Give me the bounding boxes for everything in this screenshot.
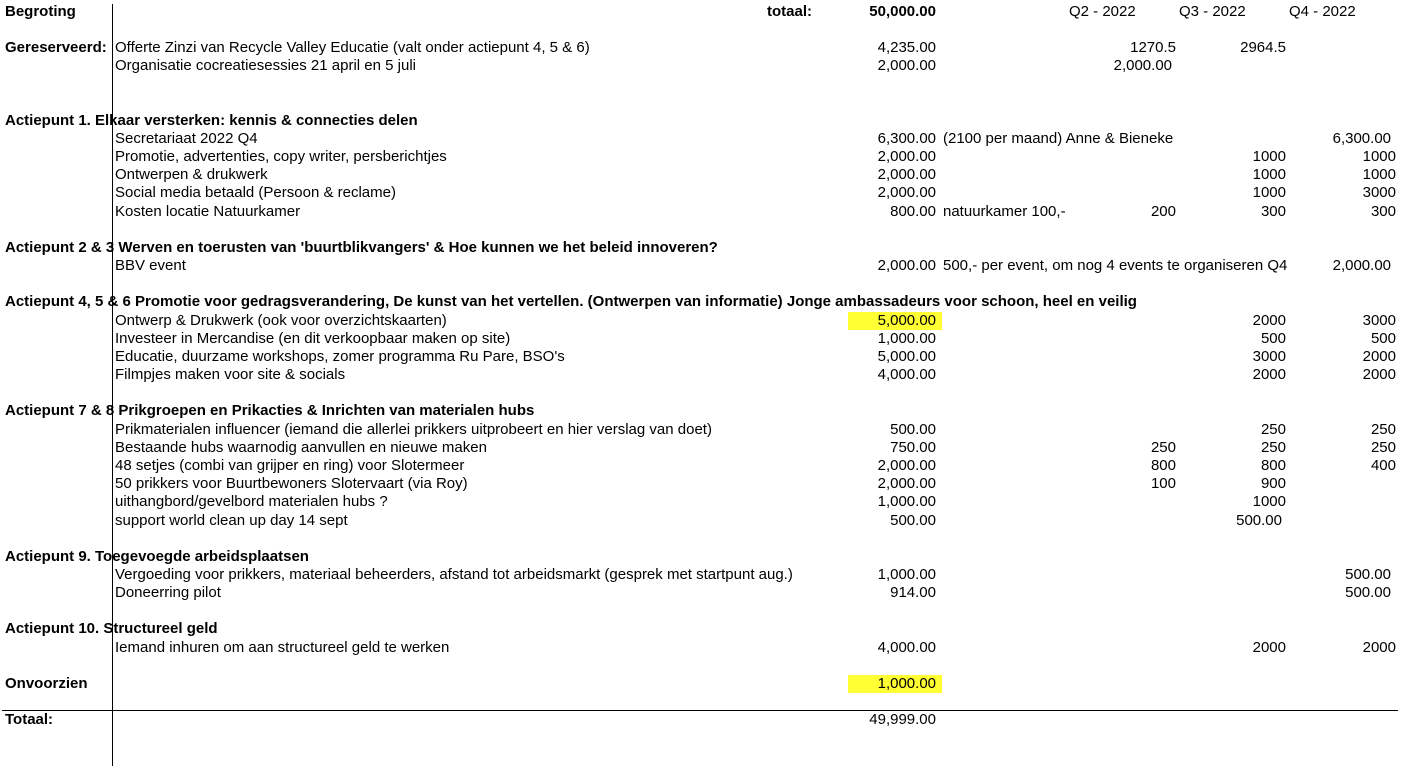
row-q3: 1000	[1252, 493, 1286, 510]
row-amount: 2,000.00	[877, 57, 936, 74]
row-q4: 6,300.00	[1332, 130, 1391, 147]
row-q3: 1000	[1252, 166, 1286, 183]
row-q3: 300	[1260, 203, 1286, 220]
header-q4: Q4 - 2022	[1289, 3, 1356, 20]
row-q4: 2,000.00	[1332, 257, 1391, 274]
row-desc: Doneerring pilot	[115, 584, 221, 601]
section-gereserveerd-label: Gereserveerd:	[5, 39, 107, 56]
row-desc: Secretariaat 2022 Q4	[115, 130, 258, 147]
row-amount: 1,000.00	[877, 493, 936, 510]
row-desc: Prikmaterialen influencer (iemand die allerlei prikkers uitprobeert en hier verslag van doet)	[115, 421, 712, 438]
total-label: totaal:	[767, 3, 812, 20]
row-amount-highlighted: 5,000.00	[848, 312, 942, 330]
row-q4: 400	[1370, 457, 1396, 474]
row-q3: 1000	[1252, 184, 1286, 201]
footer-total-label: Totaal:	[5, 711, 54, 728]
row-q2: 200	[1150, 203, 1176, 220]
row-q3: 800	[1260, 457, 1286, 474]
row-amount: 2,000.00	[877, 457, 936, 474]
row-q4: 500.00	[1345, 566, 1391, 583]
row-desc: Iemand inhuren om aan structureel geld te werken	[115, 639, 450, 656]
row-amount: 6,300.00	[877, 130, 936, 147]
section-title-actiepunt-2-3: Actiepunt 2 & 3 Werven en toerusten van 'buurtblikvangers' & Hoe kunnen we het beleid innoveren?	[5, 239, 718, 256]
sheet-title: Begroting	[5, 3, 76, 20]
total-value: 50,000.00	[869, 3, 936, 20]
footer-total-amount: 49,999.00	[869, 711, 936, 728]
row-note: 500,- per event, om nog 4 events te organiseren Q4	[943, 257, 1287, 274]
row-amount: 914.00	[890, 584, 936, 601]
row-q2: 800	[1150, 457, 1176, 474]
section-title-actiepunt-9: Actiepunt 9. Toegevoegde arbeidsplaatsen	[5, 548, 309, 565]
row-amount: 800.00	[890, 203, 936, 220]
row-desc: Social media betaald (Persoon & reclame)	[115, 184, 396, 201]
row-desc: Filmpjes maken voor site & socials	[115, 366, 346, 383]
row-amount: 1,000.00	[877, 566, 936, 583]
row-note: (2100 per maand) Anne & Bieneke	[943, 130, 1174, 147]
row-q3: 2000	[1252, 366, 1286, 383]
row-desc: 48 setjes (combi van grijper en ring) voor Slotermeer	[115, 457, 465, 474]
section-title-actiepunt-4-5-6: Actiepunt 4, 5 & 6 Promotie voor gedragsverandering, De kunst van het vertellen. (Ontwerpen van informatie) Jonge ambassadeurs voor schoon, heel en veilig	[5, 293, 1137, 310]
row-desc: Kosten locatie Natuurkamer	[115, 203, 301, 220]
row-amount: 2,000.00	[877, 475, 936, 492]
row-amount: 750.00	[890, 439, 936, 456]
section-title-actiepunt-1: Actiepunt 1. Elkaar versterken: kennis & connecties delen	[5, 112, 418, 129]
row-q4: 3000	[1362, 312, 1396, 329]
row-q3: 250	[1260, 439, 1286, 456]
row-q3: 3000	[1252, 348, 1286, 365]
row-q2: 2,000.00	[1113, 57, 1172, 74]
row-amount: 2,000.00	[877, 148, 936, 165]
row-desc: Offerte Zinzi van Recycle Valley Educatie (valt onder actiepunt 4, 5 & 6)	[115, 39, 590, 56]
row-amount: 5,000.00	[877, 348, 936, 365]
row-desc: Investeer in Mercandise (en dit verkoopbaar maken op site)	[115, 330, 511, 347]
row-q4: 300	[1370, 203, 1396, 220]
row-q4: 250	[1370, 421, 1396, 438]
row-q3: 250	[1260, 421, 1286, 438]
row-amount: 2,000.00	[877, 184, 936, 201]
row-q4: 2000	[1362, 366, 1396, 383]
row-q4: 3000	[1362, 184, 1396, 201]
row-amount: 2,000.00	[877, 257, 936, 274]
row-q4: 1000	[1362, 166, 1396, 183]
onvoorzien-amount-highlighted: 1,000.00	[848, 675, 942, 693]
row-desc: Promotie, advertenties, copy writer, persberichtjes	[115, 148, 447, 165]
row-q3: 2964.5	[1240, 39, 1286, 56]
section-title-actiepunt-7-8: Actiepunt 7 & 8 Prikgroepen en Prikacties & Inrichten van materialen hubs	[5, 402, 535, 419]
row-q2: 250	[1150, 439, 1176, 456]
section-onvoorzien-label: Onvoorzien	[5, 675, 88, 692]
row-desc: Vergoeding voor prikkers, materiaal beheerders, afstand tot arbeidsmarkt (gesprek met startpunt aug.)	[115, 566, 793, 583]
row-amount: 1,000.00	[877, 330, 936, 347]
row-q2: 1270.5	[1130, 39, 1176, 56]
row-q3: 500	[1260, 330, 1286, 347]
row-q3: 2000	[1252, 312, 1286, 329]
row-desc: Ontwerpen & drukwerk	[115, 166, 268, 183]
row-q2: 100	[1150, 475, 1176, 492]
row-q3: 500.00	[1236, 512, 1282, 529]
row-desc: Educatie, duurzame workshops, zomer programma Ru Pare, BSO's	[115, 348, 565, 365]
row-desc: BBV event	[115, 257, 186, 274]
row-q4: 1000	[1362, 148, 1396, 165]
row-q3: 1000	[1252, 148, 1286, 165]
row-q4: 500.00	[1345, 584, 1391, 601]
row-desc: Ontwerp & Drukwerk (ook voor overzichtskaarten)	[115, 312, 447, 329]
row-amount: 500.00	[890, 512, 936, 529]
header-q3: Q3 - 2022	[1179, 3, 1246, 20]
total-divider-horizontal	[2, 710, 1398, 711]
row-amount: 2,000.00	[877, 166, 936, 183]
row-amount: 4,235.00	[877, 39, 936, 56]
row-q4: 250	[1370, 439, 1396, 456]
row-desc: 50 prikkers voor Buurtbewoners Slotervaart (via Roy)	[115, 475, 468, 492]
row-desc: uithangbord/gevelbord materialen hubs ?	[115, 493, 388, 510]
row-amount: 4,000.00	[877, 639, 936, 656]
row-amount: 500.00	[890, 421, 936, 438]
row-q3: 2000	[1252, 639, 1286, 656]
row-desc: Bestaande hubs waarnodig aanvullen en nieuwe maken	[115, 439, 487, 456]
section-title-actiepunt-10: Actiepunt 10. Structureel geld	[5, 620, 218, 637]
row-q4: 2000	[1362, 639, 1396, 656]
row-desc: Organisatie cocreatiesessies 21 april en 5 juli	[115, 57, 416, 74]
row-q4: 500	[1370, 330, 1396, 347]
header-q2: Q2 - 2022	[1069, 3, 1136, 20]
row-q3: 900	[1260, 475, 1286, 492]
row-note: natuurkamer 100,-	[943, 203, 1066, 220]
row-desc: support world clean up day 14 sept	[115, 512, 348, 529]
row-amount: 4,000.00	[877, 366, 936, 383]
row-q4: 2000	[1362, 348, 1396, 365]
